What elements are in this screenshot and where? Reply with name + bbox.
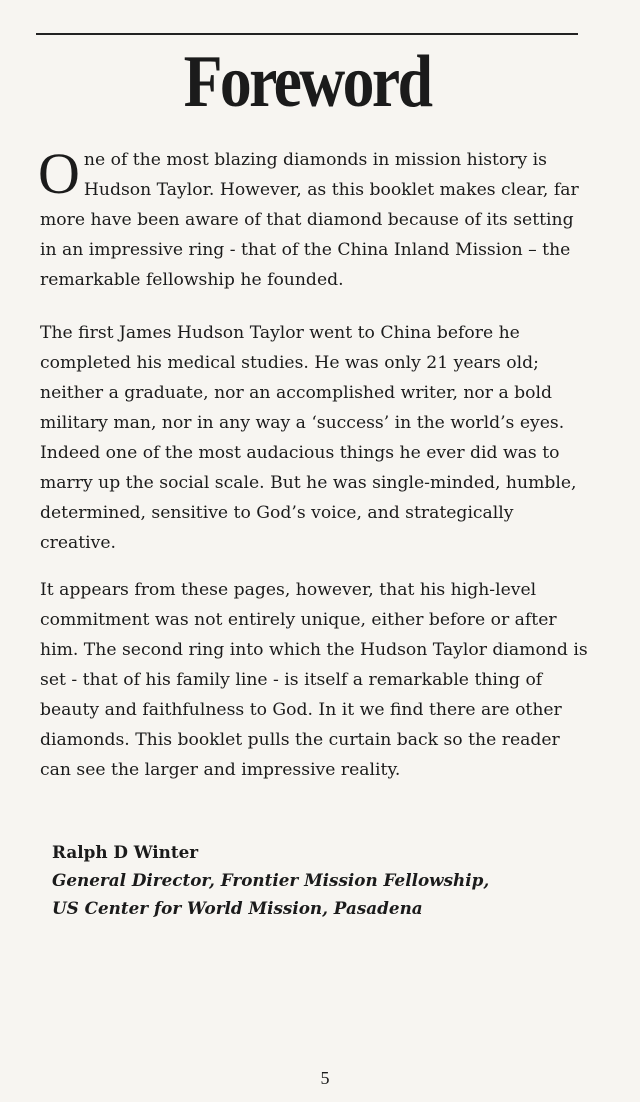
paragraph-1-text: ne of the most blazing diamonds in mission history is Hudson Taylor. However, as this booklet makes clear, far more have been aware of that diamond because of its setting in an impressive ring - that of the China Inland Mission – the remarkable fellowship he founded.	[40, 150, 579, 290]
author-organization: US Center for World Mission, Pasadena	[52, 898, 423, 918]
page-number: 5	[320, 1068, 330, 1088]
page-title: Foreword	[183, 41, 431, 123]
author-title: General Director, Frontier Mission Fellowship,	[52, 870, 490, 890]
paragraph-1	[38, 141, 588, 295]
drop-cap: O	[38, 141, 80, 206]
author-name: Ralph D Winter	[52, 842, 199, 862]
top-rule	[36, 33, 578, 35]
paragraph-3: It appears from these pages, however, that his high-level commitment was not entirely unique, either before or after him. The second ring into which the Hudson Taylor diamond is set - that of his family line - is itself a remarkable thing of beauty and faithfulness to God. In it we find there are other diamonds. This booklet pulls the curtain back so the reader can see the larger and impressive reality.	[40, 580, 588, 780]
paragraph-2: The first James Hudson Taylor went to China before he completed his medical studies. He was only 21 years old; neither a graduate, nor an accomplished writer, nor a bold military man, nor in any way a ‘success’ in the world’s eyes. Indeed one of the most audacious things he ever did was to marry up the social scale. But he was single-minded, humble, determined, sensitive to God’s voice, and strategically creative.	[40, 323, 577, 553]
